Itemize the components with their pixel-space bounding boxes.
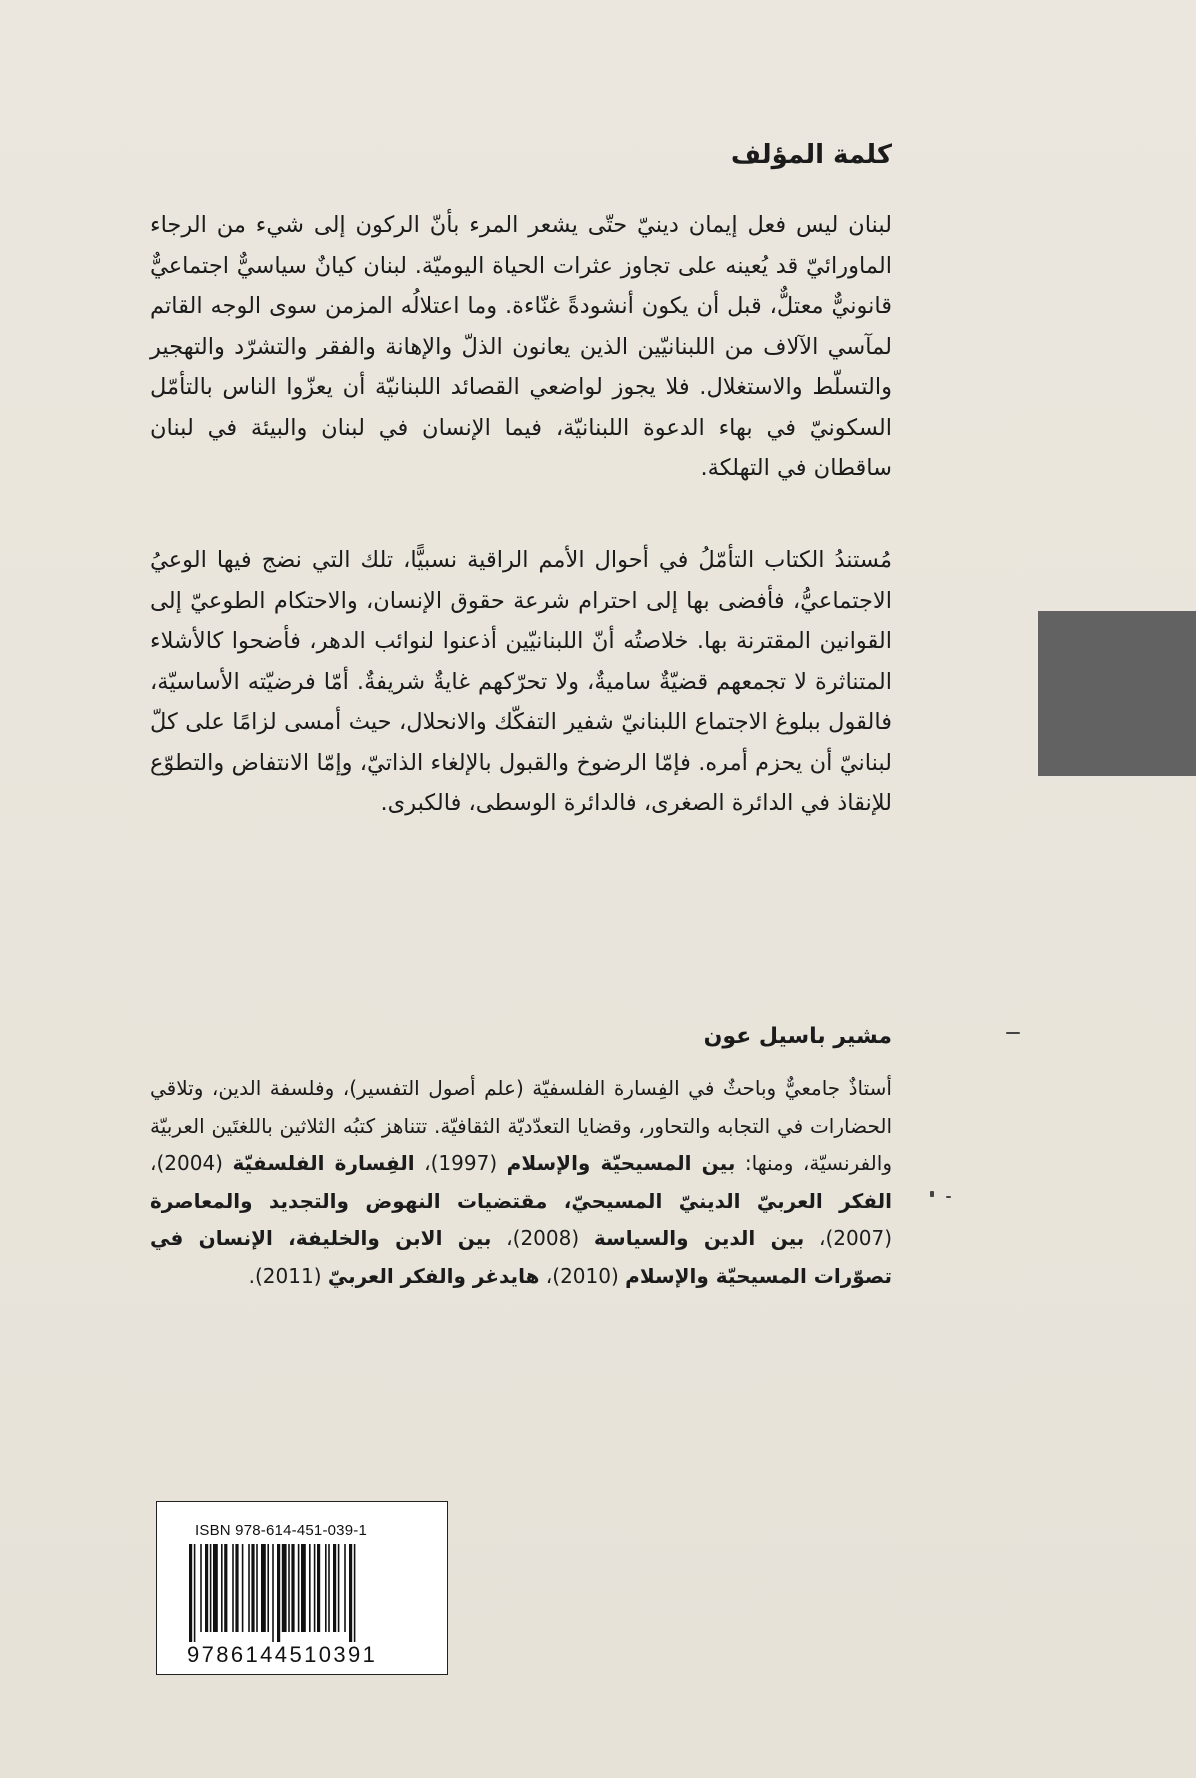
barcode-bar (325, 1544, 327, 1632)
work-title-3: الفكر العربيّ الدينيّ المسيحيّ، مقتضيات النهوض والتجديد والمعاصرة (150, 1188, 892, 1213)
barcode-bar (328, 1544, 330, 1632)
barcode-bar (221, 1544, 223, 1632)
barcode-bar (354, 1544, 356, 1642)
barcode-bar (194, 1544, 196, 1642)
author-name: مشير باسيل عون (703, 1024, 892, 1049)
print-speck (1006, 1032, 1020, 1034)
barcode-bar (298, 1544, 300, 1632)
barcode-bar (349, 1544, 352, 1642)
bio-intro: أستاذٌ جامعيٌّ وباحثٌ في الفِسارة الفلسفيّة (علم أصول التفسير)، وفلسفة الدين، وتلاقي الحضارات في التجابه والتحاور، وقضايا التعدّديّة الثقافيّة. تتناهز كتبُه الثلاثين باللغتَين العربيّة والفرنسيّة، ومنها: (150, 1076, 892, 1175)
work-year-4: (2008)، (491, 1226, 594, 1250)
barcode-bar (344, 1544, 346, 1632)
barcode-bar (272, 1544, 274, 1642)
barcode-bar (277, 1544, 280, 1642)
barcode-bar (205, 1544, 208, 1632)
barcode-bar (251, 1544, 254, 1632)
work-year-1: (1997)، (414, 1151, 507, 1175)
barcode-digits: 9786144510391 (187, 1642, 378, 1667)
section-title: كلمة المؤلف (730, 140, 892, 170)
barcode-bar (200, 1544, 202, 1632)
barcode-bar (232, 1544, 234, 1632)
work-title-4: بين الدين والسياسة (593, 1226, 805, 1250)
barcode-bar (248, 1544, 250, 1632)
work-title-1: بين المسيحيّة والإسلام (506, 1151, 736, 1175)
barcode-bar (333, 1544, 336, 1632)
barcode-bar (213, 1544, 218, 1632)
work-year-2: (2004)، (150, 1151, 233, 1175)
barcode-bar (267, 1544, 269, 1632)
paragraph-1: لبنان ليس فعل إيمان دينيّ حتّى يشعر المرء بأنّ الركون إلى شيء من الرجاء الماورائيّ قد يُعينه على تجاوز عثرات الحياة اليوميّة. لبنان كيانٌ سياسيٌّ اجتماعيٌّ قانونيٌّ معتلٌّ، قبل أن يكون أنشودةً غنّاءة. وما اعتلالُه المزمن سوى الوجه القاتم لمآسي الآلاف من اللبنانيّين الذين يعانون الذلّ والإهانة والفقر والتشرّد والتهجير والتسلّط والاستغلال. فلا يجوز لواضعي القصائد اللبنانيّة أن يعزّوا الناس بالتأمّل السكونيّ في بهاء الدعوة اللبنانيّة، فيما الإنسان في لبنان والبيئة في لبنان ساقطان في التهلكة. (150, 212, 892, 481)
work-year-6: (2011). (248, 1263, 328, 1288)
barcode-bar (210, 1544, 212, 1632)
barcode-bar (291, 1544, 294, 1632)
barcode-bar (224, 1544, 227, 1632)
barcode-bars (189, 1544, 415, 1642)
barcode-bar (338, 1544, 340, 1632)
barcode-bar (309, 1544, 311, 1632)
work-year-3: (2007)، (804, 1226, 892, 1250)
grey-side-tab (1038, 611, 1196, 776)
barcode-bar (235, 1544, 238, 1632)
barcode-bar (256, 1544, 258, 1632)
barcode-bar (242, 1544, 244, 1632)
barcode-bar (301, 1544, 306, 1632)
barcode-bar (317, 1544, 320, 1632)
barcode-bar (282, 1544, 287, 1632)
barcode-bar (261, 1544, 266, 1632)
isbn-label: ISBN 978-614-451-039-1 (195, 1522, 368, 1539)
author-bio (150, 1070, 892, 1295)
work-title-6: هايدغر والفكر العربيّ (327, 1263, 540, 1288)
print-speck (946, 1196, 951, 1198)
barcode-bar (189, 1544, 192, 1642)
work-title-2: الفِسارة الفلسفيّة (232, 1151, 415, 1175)
print-speck (930, 1191, 934, 1197)
work-title-5: بين الابن والخليفة، الإنسان في تصوّرات المسيحيّة والإسلام (150, 1226, 892, 1288)
barcode-block (156, 1501, 448, 1675)
paragraph-2: مُستندُ الكتاب التأمّلُ في أحوال الأمم الراقية نسبيًّا، تلك التي نضج فيها الوعيُ الاجتماعيُّ، فأفضى بها إلى احترام شرعة حقوق الإنسان، والاحتكام الطوعيّ إلى القوانين المقترنة بها. خلاصتُه أنّ اللبنانيّين أذعنوا لنوائب الدهر، فأضحوا كالأشلاء المتناثرة لا تجمعهم قضيّةٌ ساميةٌ، ولا تحرّكهم غايةٌ شريفةٌ. أمّا فرضيّته الأساسيّة، فالقول ببلوغ الاجتماع اللبنانيّ شفير التفكّك والانحلال، حيث أمسى لزامًا على كلّ لبنانيّ أن يحزم أمره. فإمّا الرضوخ والقبول بالإلغاء الذاتيّ، وإمّا الانتفاض والتطوّع للإنقاذ في الدائرة الصغرى، فالدائرة الوسطى، فالكبرى. (150, 547, 892, 816)
barcode-bar (314, 1544, 316, 1632)
barcode-bar (288, 1544, 290, 1632)
work-year-5: (2010)، (539, 1263, 626, 1288)
